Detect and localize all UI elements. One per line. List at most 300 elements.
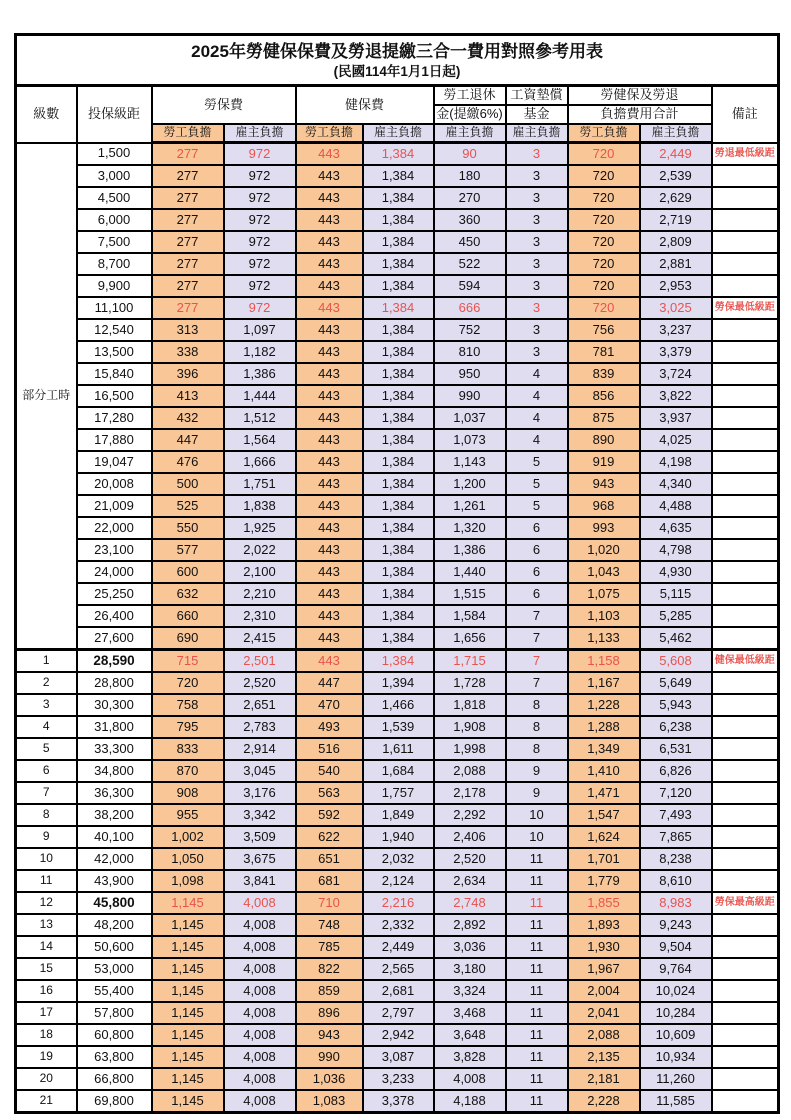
cell-health-employee: 710 xyxy=(296,892,363,914)
cell-total-employer: 3,379 xyxy=(640,341,712,363)
cell-total-employee: 993 xyxy=(568,517,640,539)
cell-note xyxy=(712,209,779,231)
table-row xyxy=(16,187,779,209)
cell-total-employee: 1,930 xyxy=(568,936,640,958)
header-total-line1: 勞健保及勞退 xyxy=(568,86,712,106)
cell-pension-employer: 4,008 xyxy=(434,1068,506,1090)
cell-fund-employer: 7 xyxy=(506,627,568,650)
cell-bracket: 15,840 xyxy=(77,363,152,385)
cell-health-employer: 1,394 xyxy=(363,672,434,694)
cell-labor-employee: 660 xyxy=(152,605,224,627)
cell-bracket: 55,400 xyxy=(77,980,152,1002)
table-row xyxy=(16,539,779,561)
cell-labor-employee: 432 xyxy=(152,407,224,429)
cell-health-employee: 443 xyxy=(296,143,363,166)
cell-total-employer: 7,865 xyxy=(640,826,712,848)
cell-pension-employer: 1,200 xyxy=(434,473,506,495)
cell-fund-employer: 4 xyxy=(506,363,568,385)
cell-total-employer: 2,719 xyxy=(640,209,712,231)
cell-labor-employee: 1,098 xyxy=(152,870,224,892)
cell-labor-employer: 4,008 xyxy=(224,892,296,914)
cell-fund-employer: 5 xyxy=(506,451,568,473)
cell-labor-employer: 1,512 xyxy=(224,407,296,429)
cell-total-employer: 3,937 xyxy=(640,407,712,429)
cell-total-employer: 10,934 xyxy=(640,1046,712,1068)
cell-health-employer: 1,611 xyxy=(363,738,434,760)
cell-total-employee: 1,855 xyxy=(568,892,640,914)
table-row xyxy=(16,517,779,539)
cell-fund-employer: 3 xyxy=(506,209,568,231)
cell-note xyxy=(712,517,779,539)
cell-note xyxy=(712,429,779,451)
cell-note xyxy=(712,341,779,363)
cell-health-employee: 443 xyxy=(296,297,363,319)
cell-fund-employer: 3 xyxy=(506,319,568,341)
cell-labor-employee: 1,050 xyxy=(152,848,224,870)
cell-fund-employer: 11 xyxy=(506,892,568,914)
cell-pension-employer: 2,748 xyxy=(434,892,506,914)
cell-total-employer: 2,881 xyxy=(640,253,712,275)
table-row xyxy=(16,738,779,760)
cell-labor-employer: 3,176 xyxy=(224,782,296,804)
cell-level: 21 xyxy=(16,1090,77,1113)
cell-total-employee: 1,624 xyxy=(568,826,640,848)
cell-pension-employer: 450 xyxy=(434,231,506,253)
cell-total-employee: 1,228 xyxy=(568,694,640,716)
cell-bracket: 48,200 xyxy=(77,914,152,936)
cell-bracket: 33,300 xyxy=(77,738,152,760)
header-remark: 備註 xyxy=(712,86,779,143)
table-row xyxy=(16,892,779,914)
cell-pension-employer: 666 xyxy=(434,297,506,319)
cell-labor-employer: 4,008 xyxy=(224,1024,296,1046)
cell-health-employer: 3,233 xyxy=(363,1068,434,1090)
cell-bracket: 24,000 xyxy=(77,561,152,583)
cell-labor-employee: 720 xyxy=(152,672,224,694)
cell-labor-employee: 1,145 xyxy=(152,980,224,1002)
cell-level: 8 xyxy=(16,804,77,826)
cell-total-employer: 9,504 xyxy=(640,936,712,958)
cell-bracket: 11,100 xyxy=(77,297,152,319)
cell-pension-employer: 810 xyxy=(434,341,506,363)
cell-total-employee: 720 xyxy=(568,143,640,166)
cell-note xyxy=(712,716,779,738)
cell-total-employee: 1,349 xyxy=(568,738,640,760)
cell-labor-employee: 758 xyxy=(152,694,224,716)
cell-total-employer: 3,237 xyxy=(640,319,712,341)
cell-fund-employer: 3 xyxy=(506,297,568,319)
table-row xyxy=(16,495,779,517)
cell-total-employee: 1,103 xyxy=(568,605,640,627)
cell-note xyxy=(712,980,779,1002)
cell-bracket: 25,250 xyxy=(77,583,152,605)
table-row xyxy=(16,275,779,297)
cell-pension-employer: 1,818 xyxy=(434,694,506,716)
cell-labor-employer: 4,008 xyxy=(224,1068,296,1090)
cell-note xyxy=(712,231,779,253)
cell-health-employee: 943 xyxy=(296,1024,363,1046)
cell-pension-employer: 1,515 xyxy=(434,583,506,605)
cell-health-employer: 2,449 xyxy=(363,936,434,958)
cell-bracket: 27,600 xyxy=(77,627,152,650)
cell-labor-employer: 972 xyxy=(224,209,296,231)
cell-fund-employer: 10 xyxy=(506,826,568,848)
cell-labor-employee: 870 xyxy=(152,760,224,782)
cell-labor-employer: 2,501 xyxy=(224,650,296,673)
cell-note xyxy=(712,385,779,407)
cell-total-employer: 6,826 xyxy=(640,760,712,782)
cell-total-employee: 720 xyxy=(568,209,640,231)
title-cell xyxy=(16,35,779,86)
cell-fund-employer: 3 xyxy=(506,143,568,166)
cell-note xyxy=(712,605,779,627)
cell-total-employee: 2,181 xyxy=(568,1068,640,1090)
cell-labor-employer: 2,210 xyxy=(224,583,296,605)
cell-labor-employer: 972 xyxy=(224,297,296,319)
cell-labor-employee: 550 xyxy=(152,517,224,539)
cell-total-employer: 4,340 xyxy=(640,473,712,495)
cell-pension-employer: 1,320 xyxy=(434,517,506,539)
cell-health-employee: 443 xyxy=(296,583,363,605)
cell-fund-employer: 3 xyxy=(506,341,568,363)
cell-bracket: 50,600 xyxy=(77,936,152,958)
cell-health-employer: 2,032 xyxy=(363,848,434,870)
cell-health-employee: 443 xyxy=(296,187,363,209)
cell-labor-employee: 1,145 xyxy=(152,892,224,914)
cell-labor-employee: 908 xyxy=(152,782,224,804)
cell-health-employee: 443 xyxy=(296,561,363,583)
table-row xyxy=(16,363,779,385)
cell-level: 14 xyxy=(16,936,77,958)
cell-note: 健保最低級距 xyxy=(712,650,779,673)
cell-bracket: 43,900 xyxy=(77,870,152,892)
cell-labor-employee: 277 xyxy=(152,275,224,297)
cell-health-employer: 2,565 xyxy=(363,958,434,980)
cell-note xyxy=(712,914,779,936)
cell-labor-employer: 1,838 xyxy=(224,495,296,517)
cell-labor-employee: 277 xyxy=(152,187,224,209)
table-row xyxy=(16,980,779,1002)
cell-fund-employer: 4 xyxy=(506,385,568,407)
cell-level: 18 xyxy=(16,1024,77,1046)
cell-health-employee: 443 xyxy=(296,165,363,187)
cell-labor-employee: 396 xyxy=(152,363,224,385)
cell-health-employer: 1,384 xyxy=(363,165,434,187)
cell-labor-employee: 476 xyxy=(152,451,224,473)
cell-pension-employer: 3,180 xyxy=(434,958,506,980)
cell-health-employer: 1,384 xyxy=(363,275,434,297)
cell-bracket: 60,800 xyxy=(77,1024,152,1046)
cell-labor-employee: 277 xyxy=(152,297,224,319)
cell-labor-employee: 277 xyxy=(152,209,224,231)
cell-note xyxy=(712,275,779,297)
cell-total-employer: 5,462 xyxy=(640,627,712,650)
cell-total-employee: 1,967 xyxy=(568,958,640,980)
cell-labor-employer: 4,008 xyxy=(224,958,296,980)
cell-labor-employee: 277 xyxy=(152,143,224,166)
cell-total-employee: 720 xyxy=(568,297,640,319)
cell-pension-employer: 4,188 xyxy=(434,1090,506,1113)
cell-total-employee: 968 xyxy=(568,495,640,517)
cell-fund-employer: 6 xyxy=(506,561,568,583)
header-health-insurance: 健保費 xyxy=(296,86,434,125)
cell-health-employer: 2,124 xyxy=(363,870,434,892)
cell-health-employer: 1,384 xyxy=(363,143,434,166)
cell-health-employee: 443 xyxy=(296,473,363,495)
cell-health-employer: 1,384 xyxy=(363,231,434,253)
cell-pension-employer: 2,292 xyxy=(434,804,506,826)
cell-total-employer: 5,115 xyxy=(640,583,712,605)
cell-labor-employer: 3,675 xyxy=(224,848,296,870)
cell-note xyxy=(712,958,779,980)
cell-fund-employer: 4 xyxy=(506,429,568,451)
cell-bracket: 1,500 xyxy=(77,143,152,166)
cell-total-employer: 5,608 xyxy=(640,650,712,673)
cell-level: 10 xyxy=(16,848,77,870)
cell-labor-employee: 277 xyxy=(152,253,224,275)
subheader-health-employee: 勞工負擔 xyxy=(296,124,363,143)
table-row xyxy=(16,319,779,341)
header-level: 級數 xyxy=(16,86,77,143)
cell-note xyxy=(712,672,779,694)
cell-health-employer: 1,384 xyxy=(363,187,434,209)
cell-total-employer: 2,539 xyxy=(640,165,712,187)
cell-fund-employer: 7 xyxy=(506,605,568,627)
cell-total-employer: 10,609 xyxy=(640,1024,712,1046)
cell-total-employee: 756 xyxy=(568,319,640,341)
cell-bracket: 20,008 xyxy=(77,473,152,495)
cell-health-employee: 447 xyxy=(296,672,363,694)
cell-total-employee: 720 xyxy=(568,253,640,275)
page-subtitle: (民國114年1月1日起) xyxy=(333,64,461,80)
cell-labor-employer: 4,008 xyxy=(224,1046,296,1068)
cell-total-employee: 1,701 xyxy=(568,848,640,870)
cell-labor-employee: 447 xyxy=(152,429,224,451)
cell-note xyxy=(712,826,779,848)
cell-total-employer: 9,764 xyxy=(640,958,712,980)
cell-health-employee: 443 xyxy=(296,517,363,539)
cell-labor-employer: 972 xyxy=(224,275,296,297)
cell-labor-employee: 955 xyxy=(152,804,224,826)
table-row xyxy=(16,429,779,451)
cell-pension-employer: 3,324 xyxy=(434,980,506,1002)
cell-level: 20 xyxy=(16,1068,77,1090)
table-row xyxy=(16,627,779,650)
cell-fund-employer: 6 xyxy=(506,539,568,561)
cell-labor-employee: 277 xyxy=(152,231,224,253)
cell-note xyxy=(712,451,779,473)
cell-bracket: 8,700 xyxy=(77,253,152,275)
cell-health-employer: 1,384 xyxy=(363,451,434,473)
cell-health-employer: 1,384 xyxy=(363,495,434,517)
cell-health-employer: 2,942 xyxy=(363,1024,434,1046)
cell-fund-employer: 3 xyxy=(506,253,568,275)
table-row xyxy=(16,143,779,166)
cell-total-employer: 2,629 xyxy=(640,187,712,209)
cell-pension-employer: 522 xyxy=(434,253,506,275)
cell-health-employer: 1,384 xyxy=(363,473,434,495)
cell-total-employee: 1,779 xyxy=(568,870,640,892)
table-row xyxy=(16,672,779,694)
cell-health-employee: 443 xyxy=(296,319,363,341)
cell-total-employee: 839 xyxy=(568,363,640,385)
cell-note xyxy=(712,187,779,209)
cell-total-employee: 1,288 xyxy=(568,716,640,738)
cell-health-employee: 592 xyxy=(296,804,363,826)
table-row xyxy=(16,341,779,363)
cell-labor-employer: 2,651 xyxy=(224,694,296,716)
cell-level: 6 xyxy=(16,760,77,782)
cell-labor-employee: 715 xyxy=(152,650,224,673)
cell-total-employer: 4,930 xyxy=(640,561,712,583)
table-row xyxy=(16,936,779,958)
cell-bracket: 22,000 xyxy=(77,517,152,539)
page-title: 2025年勞健保保費及勞退提繳三合一費用對照參考用表 xyxy=(191,42,603,62)
table-row xyxy=(16,1046,779,1068)
table-row xyxy=(16,253,779,275)
cell-pension-employer: 1,584 xyxy=(434,605,506,627)
cell-total-employee: 890 xyxy=(568,429,640,451)
cell-note xyxy=(712,407,779,429)
cell-bracket: 16,500 xyxy=(77,385,152,407)
cell-fund-employer: 3 xyxy=(506,275,568,297)
cell-health-employer: 1,384 xyxy=(363,209,434,231)
cell-labor-employer: 2,783 xyxy=(224,716,296,738)
cell-total-employee: 2,041 xyxy=(568,1002,640,1024)
cell-health-employer: 1,384 xyxy=(363,253,434,275)
cell-level: 17 xyxy=(16,1002,77,1024)
cell-pension-employer: 752 xyxy=(434,319,506,341)
cell-total-employee: 1,893 xyxy=(568,914,640,936)
cell-total-employer: 4,198 xyxy=(640,451,712,473)
cell-bracket: 7,500 xyxy=(77,231,152,253)
table-row xyxy=(16,1068,779,1090)
cell-labor-employee: 833 xyxy=(152,738,224,760)
subheader-total-employee: 勞工負擔 xyxy=(568,124,640,143)
cell-labor-employee: 632 xyxy=(152,583,224,605)
cell-total-employee: 1,020 xyxy=(568,539,640,561)
table-row xyxy=(16,209,779,231)
cell-labor-employee: 1,145 xyxy=(152,914,224,936)
cell-total-employer: 8,983 xyxy=(640,892,712,914)
cell-health-employee: 443 xyxy=(296,341,363,363)
cell-total-employer: 2,809 xyxy=(640,231,712,253)
table-row xyxy=(16,231,779,253)
cell-bracket: 53,000 xyxy=(77,958,152,980)
cell-pension-employer: 2,406 xyxy=(434,826,506,848)
cell-note xyxy=(712,165,779,187)
cell-note xyxy=(712,738,779,760)
cell-fund-employer: 3 xyxy=(506,187,568,209)
cell-labor-employer: 972 xyxy=(224,231,296,253)
table-row xyxy=(16,958,779,980)
cell-health-employee: 563 xyxy=(296,782,363,804)
cell-pension-employer: 270 xyxy=(434,187,506,209)
header-pension-line2: 金(提繳6%) xyxy=(434,105,506,124)
cell-fund-employer: 11 xyxy=(506,848,568,870)
cell-bracket: 28,800 xyxy=(77,672,152,694)
cell-pension-employer: 1,261 xyxy=(434,495,506,517)
subheader-pension-employer: 雇主負擔 xyxy=(434,124,506,143)
cell-labor-employer: 2,520 xyxy=(224,672,296,694)
cell-labor-employer: 1,444 xyxy=(224,385,296,407)
cell-labor-employer: 972 xyxy=(224,187,296,209)
cell-level: 4 xyxy=(16,716,77,738)
cell-total-employee: 1,075 xyxy=(568,583,640,605)
cell-labor-employer: 2,310 xyxy=(224,605,296,627)
cell-health-employer: 1,384 xyxy=(363,539,434,561)
cell-total-employer: 11,260 xyxy=(640,1068,712,1090)
cell-fund-employer: 9 xyxy=(506,760,568,782)
cell-note xyxy=(712,848,779,870)
cell-labor-employer: 4,008 xyxy=(224,936,296,958)
cell-pension-employer: 3,648 xyxy=(434,1024,506,1046)
cell-health-employee: 443 xyxy=(296,407,363,429)
cell-bracket: 30,300 xyxy=(77,694,152,716)
table-row xyxy=(16,605,779,627)
table-row xyxy=(16,716,779,738)
cell-health-employee: 651 xyxy=(296,848,363,870)
cell-health-employer: 1,384 xyxy=(363,583,434,605)
cell-health-employee: 443 xyxy=(296,627,363,650)
cell-bracket: 45,800 xyxy=(77,892,152,914)
cell-fund-employer: 6 xyxy=(506,517,568,539)
table-row xyxy=(16,826,779,848)
cell-total-employer: 7,493 xyxy=(640,804,712,826)
cell-labor-employee: 525 xyxy=(152,495,224,517)
table-row xyxy=(16,297,779,319)
cell-total-employee: 1,043 xyxy=(568,561,640,583)
cell-labor-employer: 4,008 xyxy=(224,1002,296,1024)
table-row xyxy=(16,561,779,583)
table-row xyxy=(16,407,779,429)
cell-labor-employer: 1,925 xyxy=(224,517,296,539)
cell-bracket: 12,540 xyxy=(77,319,152,341)
cell-pension-employer: 3,468 xyxy=(434,1002,506,1024)
cell-health-employee: 896 xyxy=(296,1002,363,1024)
cell-fund-employer: 8 xyxy=(506,716,568,738)
cell-fund-employer: 7 xyxy=(506,650,568,673)
cell-pension-employer: 1,728 xyxy=(434,672,506,694)
cell-bracket: 17,880 xyxy=(77,429,152,451)
cell-health-employee: 443 xyxy=(296,275,363,297)
cell-health-employee: 748 xyxy=(296,914,363,936)
cell-fund-employer: 11 xyxy=(506,958,568,980)
cell-total-employer: 5,285 xyxy=(640,605,712,627)
cell-health-employee: 443 xyxy=(296,495,363,517)
cell-health-employee: 443 xyxy=(296,605,363,627)
cell-health-employer: 3,087 xyxy=(363,1046,434,1068)
cell-note xyxy=(712,363,779,385)
cell-level: 9 xyxy=(16,826,77,848)
table-row xyxy=(16,848,779,870)
cell-health-employee: 785 xyxy=(296,936,363,958)
cell-note xyxy=(712,760,779,782)
cell-total-employer: 3,025 xyxy=(640,297,712,319)
cell-health-employer: 1,539 xyxy=(363,716,434,738)
cell-total-employer: 8,238 xyxy=(640,848,712,870)
cell-fund-employer: 7 xyxy=(506,672,568,694)
cell-fund-employer: 3 xyxy=(506,231,568,253)
cell-health-employer: 1,384 xyxy=(363,650,434,673)
cell-pension-employer: 1,998 xyxy=(434,738,506,760)
cell-labor-employee: 795 xyxy=(152,716,224,738)
cell-total-employee: 1,158 xyxy=(568,650,640,673)
cell-note xyxy=(712,1090,779,1113)
cell-note xyxy=(712,583,779,605)
cell-fund-employer: 11 xyxy=(506,1068,568,1090)
cell-level: 15 xyxy=(16,958,77,980)
